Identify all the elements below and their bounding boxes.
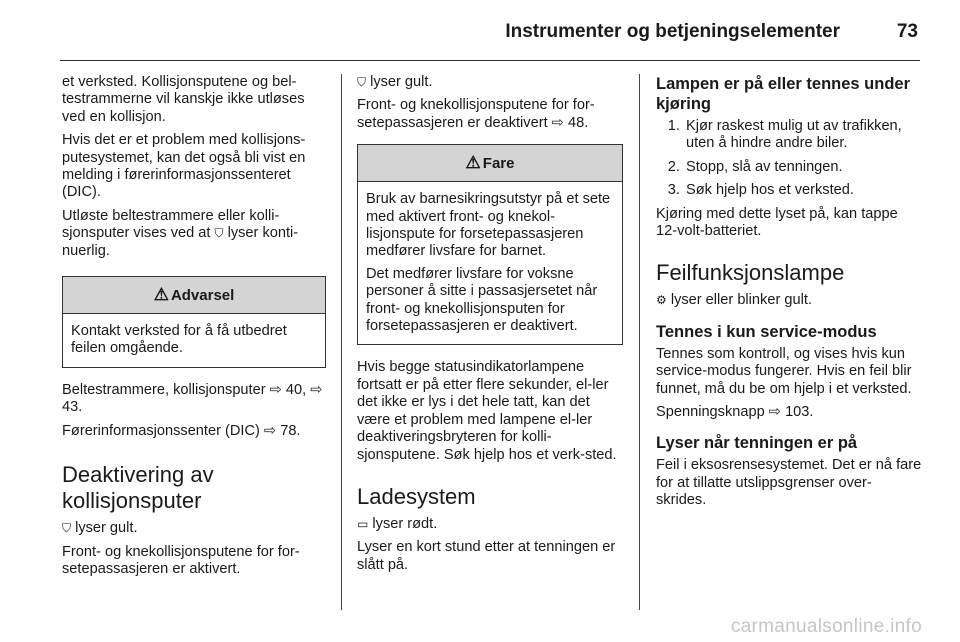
warning-box-text: Kontakt verksted for å få utbedret feilen omgående. bbox=[71, 323, 287, 357]
paragraph: ⛉ lyser gult. bbox=[357, 74, 433, 90]
battery-icon: ▭ bbox=[357, 516, 369, 531]
paragraph: ▭ lyser rødt. bbox=[357, 515, 438, 532]
page-number: 73 bbox=[896, 21, 918, 42]
paragraph: Utløste beltestrammere eller kolli-sjonsputer vises ved at ⛉ lyser konti-nuerlig. bbox=[62, 207, 299, 259]
paragraph: Lyser en kort stund etter at tenningen er slått på. bbox=[357, 539, 616, 573]
paragraph: ⛉ lyser gult. bbox=[62, 520, 138, 537]
warning-triangle-icon: ⚠ bbox=[465, 153, 481, 173]
link-paragraph: Spenningsknapp ⇨ 103. bbox=[656, 404, 814, 421]
page-header-title: Instrumenter og betjeningselementer bbox=[505, 21, 840, 42]
subheading: Tennes i kun service-modus bbox=[656, 322, 877, 341]
paragraph: Hvis det er et problem med kollisjons-putesystemet, kan det også bli vist en melding i førerinformasjonssenteret (DIC). bbox=[62, 132, 306, 201]
airbag-icon: ⛉ bbox=[62, 521, 72, 536]
paragraph: Front- og knekollisjonsputene for for-setepassasjeren er deaktivert ⇨ 48. bbox=[357, 97, 595, 131]
column-2 bbox=[357, 74, 623, 580]
paragraph: Feil i eksosrensesystemet. Det er nå fare for at tillatte utslippsgrenser over-skrides. bbox=[656, 457, 922, 509]
danger-box-header bbox=[358, 145, 622, 182]
column-divider-2 bbox=[639, 74, 640, 610]
danger-box-title: Fare bbox=[482, 154, 515, 172]
link-paragraph: Beltestrammere, kollisjonsputer ⇨ 40, ⇨ 43. bbox=[62, 381, 323, 416]
paragraph: Hvis begge statusindikatorlampene fortsatt er på etter flere sekunder, el-ler det ikke er lys i det hele tatt, kan det være et problem med lampene el-ler deaktiveringsbryteren for kolli-sjonsputene. Søk hjelp hos et verk-sted. bbox=[357, 359, 617, 463]
subheading: Lampen er på eller tennes under kjøring bbox=[656, 75, 910, 113]
paragraph: Kjøring med dette lyset på, kan tappe 12-volt-batteriet. bbox=[656, 205, 898, 240]
column-1 bbox=[62, 74, 326, 584]
column-divider-1 bbox=[341, 74, 342, 610]
danger-box-text: Bruk av barnesikringsutstyr på et sete med aktivert front- og knekol-lisjonspute for forsetepassasjeren medfører livsfare for barnet. bbox=[366, 191, 611, 260]
section-heading: Deaktivering av kollisjonsputer bbox=[62, 462, 214, 514]
warning-triangle-icon: ⚠ bbox=[153, 285, 169, 305]
paragraph: ⚙ lyser eller blinker gult. bbox=[656, 292, 812, 309]
link-paragraph: Førerinformasjonssenter (DIC) ⇨ 78. bbox=[62, 422, 301, 439]
list-item: 1. Kjør raskest mulig ut av trafikken, uten å hindre andre biler. bbox=[684, 118, 922, 153]
check-engine-icon: ⚙ bbox=[656, 293, 667, 308]
steps-list bbox=[656, 118, 922, 200]
subheading: Lyser når tenningen er på bbox=[656, 434, 858, 453]
airbag-icon: ⛉ bbox=[214, 226, 224, 241]
list-item: 3. Søk hjelp hos et verksted. bbox=[684, 182, 922, 199]
warning-box-title: Advarsel bbox=[170, 286, 235, 304]
warning-box-header bbox=[63, 277, 325, 314]
page-header bbox=[60, 0, 920, 61]
watermark: carmanualsonline.info bbox=[730, 616, 922, 637]
section-heading: Ladesystem bbox=[357, 483, 476, 509]
column-3 bbox=[656, 74, 922, 516]
paragraph: et verksted. Kollisjonsputene og bel-testrammerne vil kanskje ikke utløses ved en kollisjon. bbox=[62, 74, 305, 125]
airbag-off-icon: ⛉ bbox=[357, 75, 367, 89]
danger-box bbox=[357, 144, 623, 345]
list-item: 2. Stopp, slå av tenningen. bbox=[684, 159, 922, 176]
section-heading: Feilfunksjonslampe bbox=[656, 260, 845, 286]
paragraph: Front- og knekollisjonsputene for for-setepassasjeren er aktivert. bbox=[62, 543, 300, 577]
warning-box bbox=[62, 276, 326, 368]
danger-box-text: Det medfører livsfare for voksne personer å sitte i passasjersetet når front- og knekollisjonsputen for forsetepassasjeren er deaktivert. bbox=[366, 265, 598, 335]
paragraph: Tennes som kontroll, og vises hvis kun service-modus fungerer. Hvis en feil blir funnet, må du be om hjelp i et verksted. bbox=[656, 345, 912, 397]
